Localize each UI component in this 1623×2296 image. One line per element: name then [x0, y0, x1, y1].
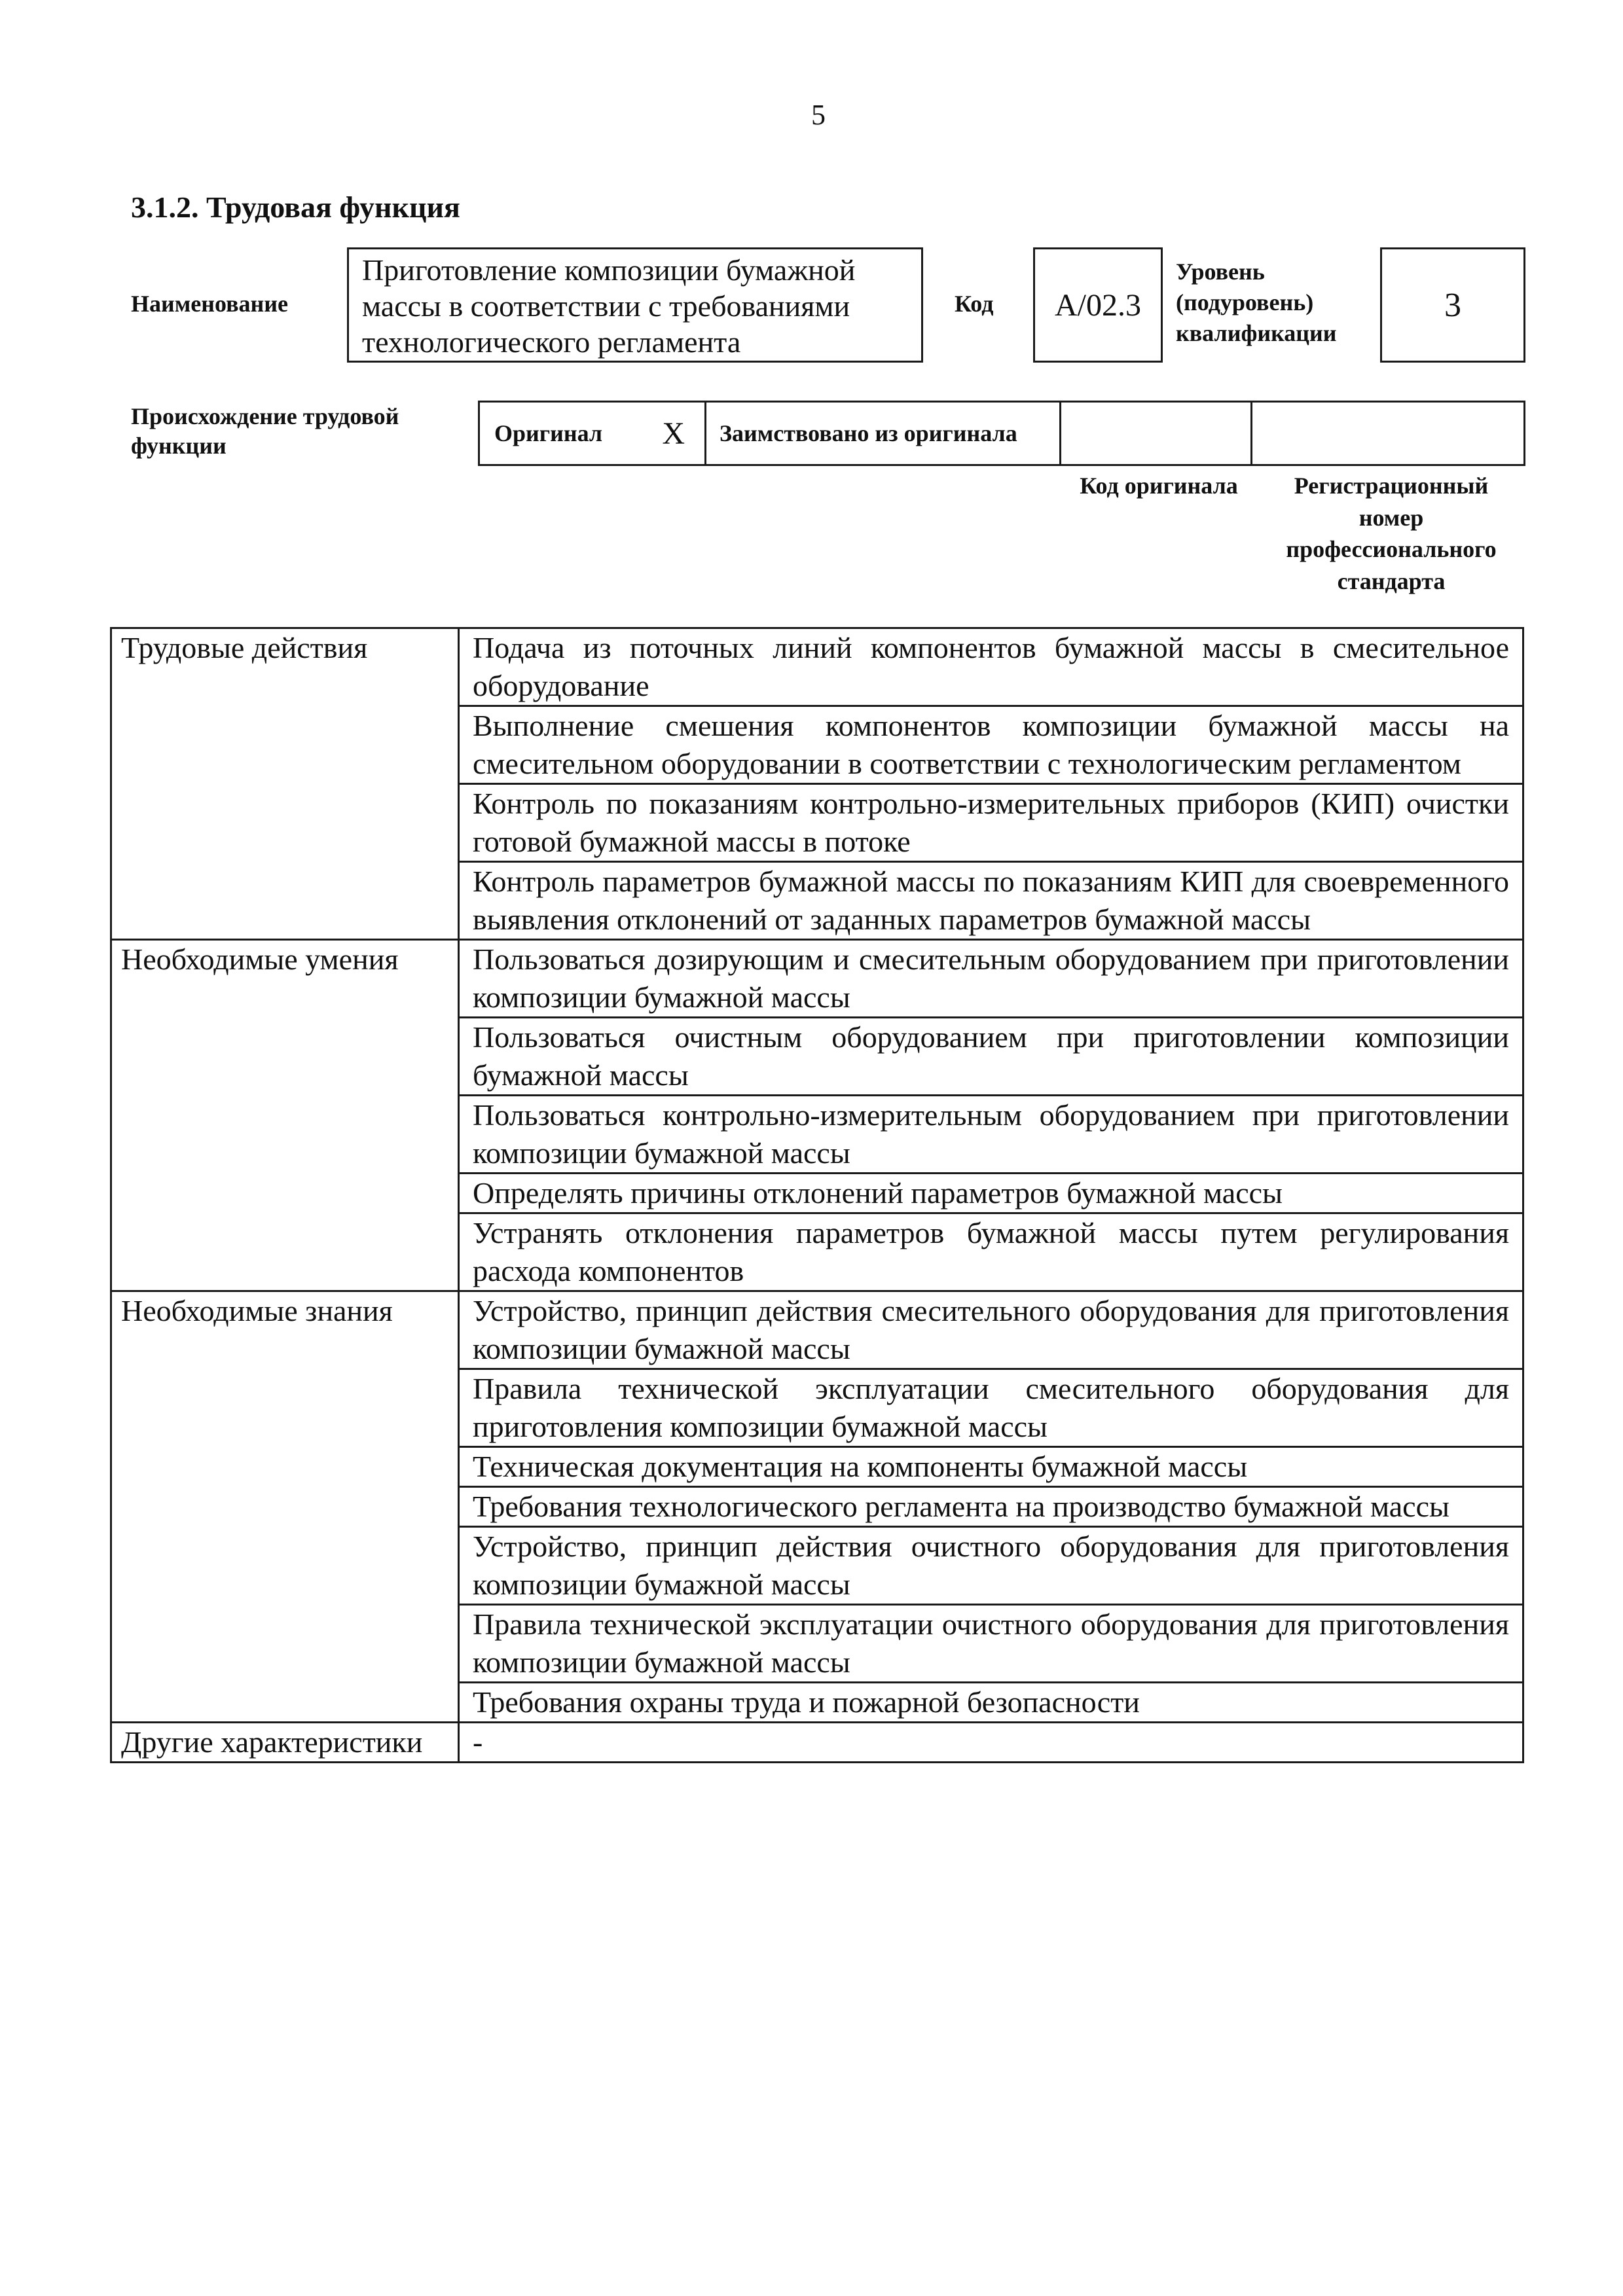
function-details-table — [110, 627, 1524, 1763]
item-cell: Техническая документация на компоненты бумажной массы — [459, 1447, 1523, 1487]
item-cell: Требования охраны труда и пожарной безопасности — [459, 1683, 1523, 1723]
code-label: Код — [955, 291, 994, 317]
item-cell: Определять причины отклонений параметров бумажной массы — [459, 1174, 1523, 1213]
group-label-cell: Другие характеристики — [111, 1723, 459, 1763]
item-cell: Устройство, принцип действия очистного оборудования для приготовления композиции бумажной массы — [459, 1527, 1523, 1605]
origin-code-cell — [1061, 403, 1252, 464]
origin-label: Происхождение трудовой функции — [131, 403, 399, 459]
group-label-cell: Необходимые знания — [111, 1291, 459, 1723]
item-cell: Пользоваться очистным оборудованием при приготовлении композиции бумажной массы — [459, 1018, 1523, 1096]
level-label: Уровень (подуровень) квалификации — [1176, 259, 1337, 346]
origin-row — [478, 401, 1525, 466]
group-label-cell: Необходимые умения — [111, 940, 459, 1291]
name-label: Наименование — [131, 291, 288, 317]
table-row — [111, 1723, 1523, 1763]
origin-reg-number-cell — [1252, 403, 1523, 464]
group-label-cell: Трудовые действия — [111, 628, 459, 940]
origin-original-cell — [480, 403, 706, 464]
item-cell: Пользоваться дозирующим и смесительным оборудованием при приготовлении композиции бумажной массы — [459, 940, 1523, 1018]
section-title: 3.1.2. Трудовая функция — [131, 190, 460, 224]
item-cell: Устранять отклонения параметров бумажной массы путем регулирования расхода компонентов — [459, 1213, 1523, 1291]
origin-borrowed-cell: Заимствовано из оригинала — [706, 403, 1061, 464]
item-cell: Пользоваться контрольно-измерительным оборудованием при приготовлении композиции бумажной массы — [459, 1096, 1523, 1174]
item-cell: Правила технической эксплуатации очистного оборудования для приготовления композиции бумажной массы — [459, 1605, 1523, 1683]
code-original-caption: Код оригинала — [1080, 473, 1238, 499]
function-name-box: Приготовление композиции бумажной массы в соответствии с требованиями технологического регламента — [347, 247, 923, 363]
item-cell: Требования технологического регламента на производство бумажной массы — [459, 1487, 1523, 1527]
origin-original-mark: X — [662, 416, 685, 451]
table-row — [111, 1291, 1523, 1369]
item-cell: Контроль по показаниям контрольно-измерительных приборов (КИП) очистки готовой бумажной массы в потоке — [459, 784, 1523, 862]
item-cell: Выполнение смешения компонентов композиции бумажной массы на смесительном оборудовании в соответствии с технологическим регламентом — [459, 706, 1523, 784]
item-cell: Правила технической эксплуатации смесительного оборудования для приготовления композиции бумажной массы — [459, 1369, 1523, 1447]
item-cell: Устройство, принцип действия смесительного оборудования для приготовления композиции бумажной массы — [459, 1291, 1523, 1369]
item-cell: - — [459, 1723, 1523, 1763]
reg-number-caption: Регистрационный номер профессионального стандарта — [1286, 473, 1497, 594]
table-row — [111, 628, 1523, 706]
page-number: 5 — [811, 99, 826, 131]
function-code-box: A/02.3 — [1033, 247, 1163, 363]
table-row — [111, 940, 1523, 1018]
qualification-level-box: 3 — [1380, 247, 1525, 363]
item-cell: Контроль параметров бумажной массы по показаниям КИП для своевременного выявления отклонений от заданных параметров бумажной массы — [459, 862, 1523, 940]
origin-original-label: Оригинал — [494, 420, 603, 446]
item-cell: Подача из поточных линий компонентов бумажной массы в смесительное оборудование — [459, 628, 1523, 706]
